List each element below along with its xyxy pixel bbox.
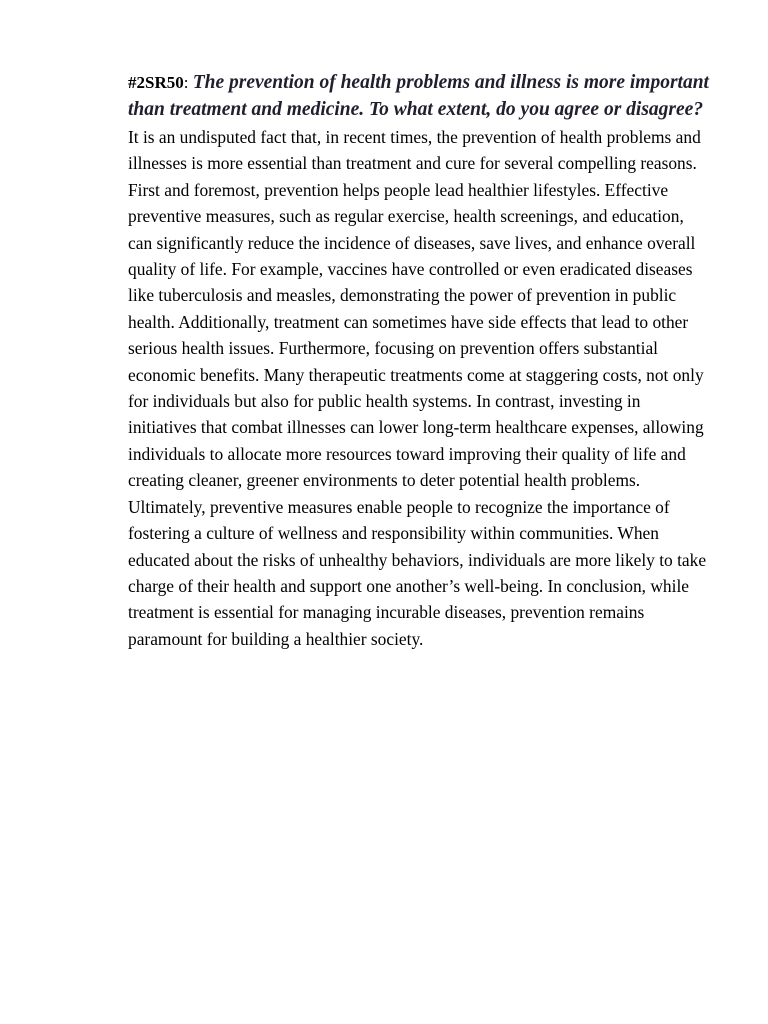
essay-body: It is an undisputed fact that, in recent times, the prevention of health problems and illnesses is more essential than treatment and cure for several compelling reasons. First and foremost, prevention helps people lead healthier lifestyles. Effective preventive measures, such as regular exercise, health screenings, and education, can significantly reduce the incidence of diseases, save lives, and enhance overall quality of life. For example, vaccines have controlled or even eradicated diseases like tuberculosis and measles, demonstrating the power of prevention in public health. Additionally, treatment can sometimes have side effects that lead to other serious health issues. Furthermore, focusing on prevention offers substantial economic benefits. Many therapeutic treatments come at staggering costs, not only for individuals but also for public health systems. In contrast, investing in initiatives that combat illnesses can lower long-term healthcare expenses, allowing individuals to allocate more resources toward improving their quality of life and creating cleaner, greener environments to deter potential health problems. Ultimately, preventive measures enable people to recognize the importance of fostering a culture of wellness and responsibility within communities. When educated about the risks of unhealthy behaviors, individuals are more likely to take charge of their health and support one another’s well-being. In conclusion, while treatment is essential for managing incurable diseases, prevention remains paramount for building a healthier society. [128, 127, 707, 649]
prompt-question: The prevention of health problems and illness is more important than treatment and medicine. To what extent, do you agree or disagree? [128, 72, 709, 120]
prompt-separator: : [183, 73, 193, 92]
document-page [128, 70, 712, 652]
prompt-code: #2SR50 [128, 73, 184, 92]
essay-prompt [128, 70, 712, 123]
